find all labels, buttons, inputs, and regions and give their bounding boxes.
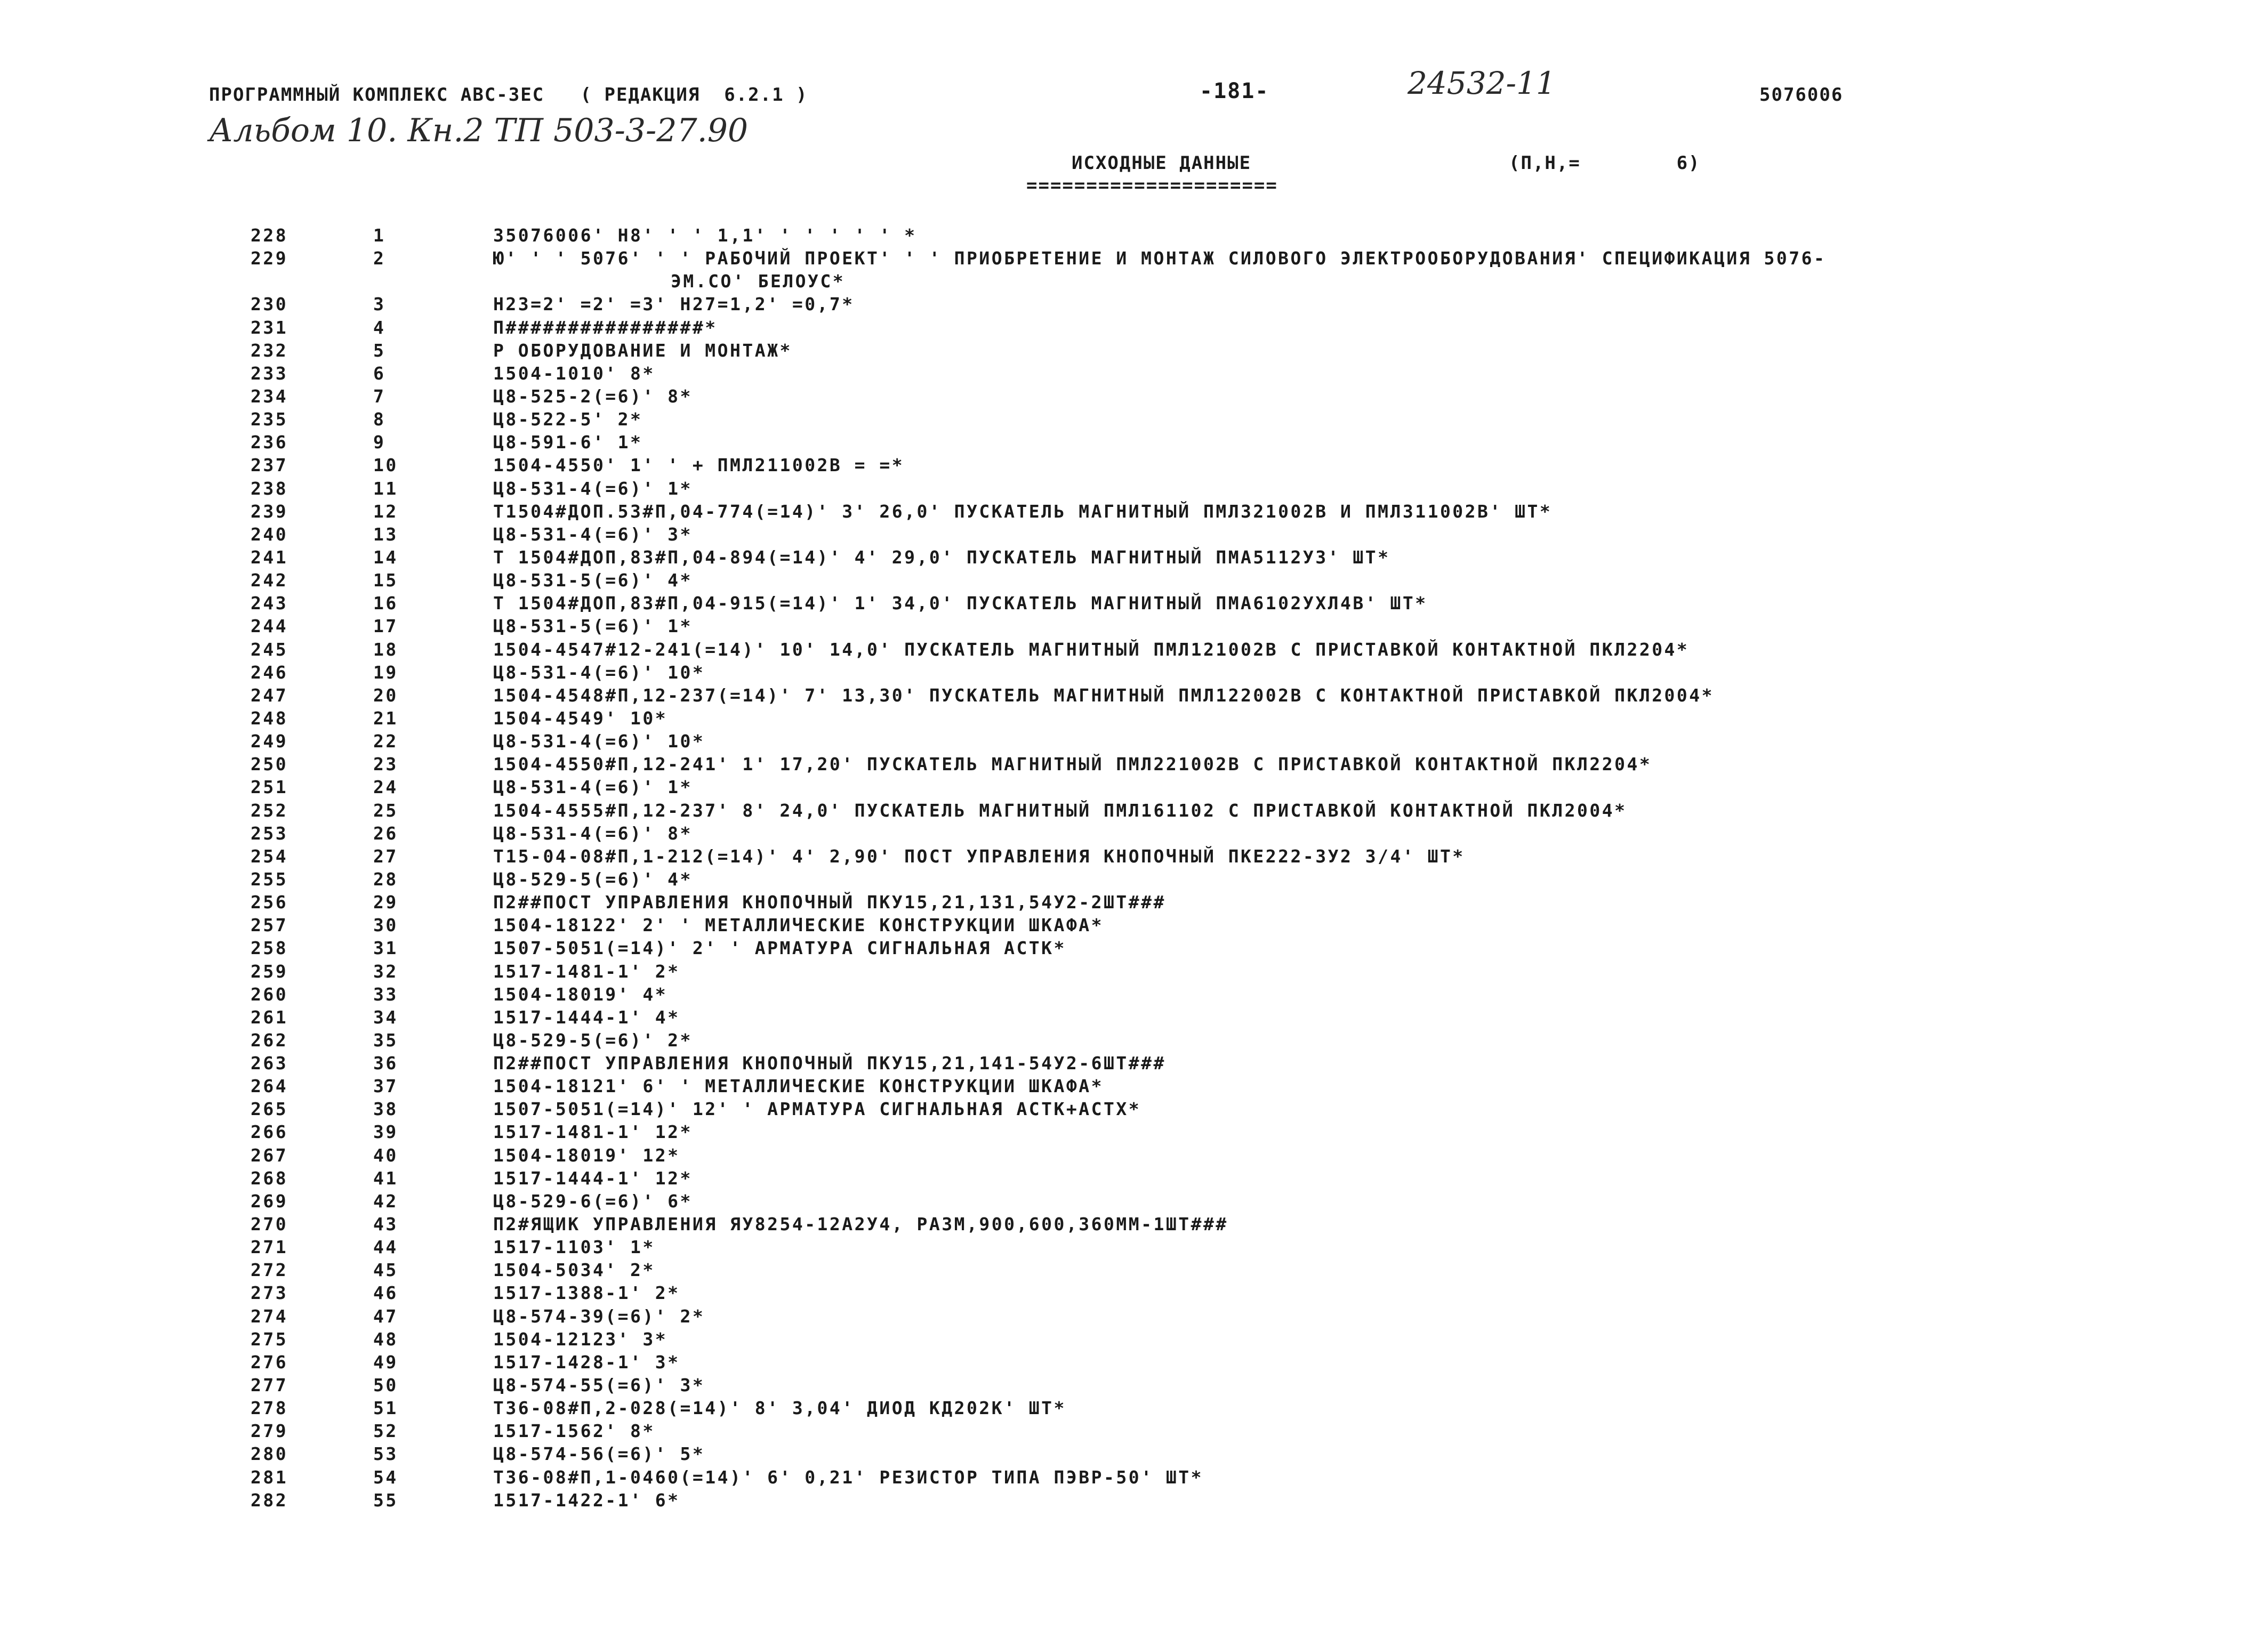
line-number: 260 bbox=[251, 983, 288, 1005]
record-index: 30 bbox=[373, 915, 398, 936]
record-index: 42 bbox=[373, 1190, 398, 1212]
record-text: 1517-1562' 8* bbox=[493, 1421, 655, 1442]
record-index: 25 bbox=[373, 800, 398, 821]
record-text: Ц8-522-5' 2* bbox=[493, 409, 643, 430]
record-text: Ц8-574-55(=6)' 3* bbox=[493, 1375, 705, 1396]
record-index: 48 bbox=[373, 1328, 398, 1350]
line-number: 246 bbox=[251, 661, 288, 683]
record-index: 52 bbox=[373, 1421, 398, 1442]
document-code: 5076006 bbox=[1759, 84, 1844, 106]
line-number: 280 bbox=[251, 1443, 288, 1465]
listing-row bbox=[0, 454, 2268, 477]
line-number: 268 bbox=[251, 1167, 288, 1189]
record-index: 9 bbox=[373, 432, 386, 453]
listing-row bbox=[0, 1213, 2268, 1236]
listing-row bbox=[0, 960, 2268, 983]
line-number: 258 bbox=[251, 938, 288, 959]
record-text: ЭМ.СО' БЕЛОУС* bbox=[671, 271, 846, 292]
listing-row bbox=[0, 1305, 2268, 1328]
record-text: 1517-1422-1' 6* bbox=[493, 1489, 680, 1511]
listing-row bbox=[0, 247, 2268, 270]
record-index: 13 bbox=[373, 523, 398, 545]
record-index: 41 bbox=[373, 1167, 398, 1189]
listing-row bbox=[0, 1258, 2268, 1281]
listing-row bbox=[0, 1190, 2268, 1213]
record-index: 32 bbox=[373, 961, 398, 982]
record-index: 29 bbox=[373, 892, 398, 913]
record-index: 39 bbox=[373, 1121, 398, 1143]
line-number: 244 bbox=[251, 616, 288, 637]
listing-row bbox=[0, 1029, 2268, 1052]
line-number: 274 bbox=[251, 1305, 288, 1327]
record-text: Ц8-574-56(=6)' 5* bbox=[493, 1443, 705, 1465]
record-text: 1504-4547#12-241(=14)' 10' 14,0' ПУСКАТЕЛЬ МАГНИТНЫЙ ПМЛ121002В С ПРИСТАВКОЙ КОНТАКТНОЙ ПКЛ2204* bbox=[493, 639, 1690, 660]
listing-row bbox=[0, 500, 2268, 523]
record-text: 1504-4550' 1' ' + ПМЛ211002В = =* bbox=[493, 455, 905, 476]
line-number: 273 bbox=[251, 1282, 288, 1304]
record-text: 1504-18019' 4* bbox=[493, 983, 668, 1005]
record-index: 19 bbox=[373, 661, 398, 683]
line-number: 243 bbox=[251, 593, 288, 614]
record-text: 1504-4549' 10* bbox=[493, 707, 668, 729]
record-text: Ц8-529-5(=6)' 2* bbox=[493, 1029, 693, 1051]
line-number: 249 bbox=[251, 731, 288, 752]
line-number: 234 bbox=[251, 385, 288, 407]
record-index: 18 bbox=[373, 639, 398, 660]
listing-row bbox=[0, 1489, 2268, 1512]
listing-row bbox=[0, 408, 2268, 431]
line-number: 282 bbox=[251, 1489, 288, 1511]
listing-row bbox=[0, 477, 2268, 500]
record-text: Н23=2' =2' =3' Н27=1,2' =0,7* bbox=[493, 294, 855, 315]
record-index: 47 bbox=[373, 1305, 398, 1327]
record-index: 40 bbox=[373, 1144, 398, 1166]
record-text: Т1504#ДОП.53#П,04-774(=14)' 3' 26,0' ПУСКАТЕЛЬ МАГНИТНЫЙ ПМЛ321002В И ПМЛ311002В' ШТ* bbox=[493, 501, 1553, 522]
record-text: Ц8-529-5(=6)' 4* bbox=[493, 868, 693, 890]
listing-row bbox=[0, 1144, 2268, 1167]
record-index: 22 bbox=[373, 731, 398, 752]
record-index: 36 bbox=[373, 1053, 398, 1074]
line-number: 278 bbox=[251, 1398, 288, 1419]
record-index: 49 bbox=[373, 1351, 398, 1373]
line-number: 272 bbox=[251, 1260, 288, 1281]
record-index: 44 bbox=[373, 1237, 398, 1258]
line-number: 263 bbox=[251, 1053, 288, 1074]
line-number: 262 bbox=[251, 1029, 288, 1051]
listing-row bbox=[0, 339, 2268, 362]
record-index: 34 bbox=[373, 1006, 398, 1028]
listing-row bbox=[0, 1052, 2268, 1075]
listing-row bbox=[0, 316, 2268, 339]
line-number: 267 bbox=[251, 1144, 288, 1166]
listing-row bbox=[0, 1397, 2268, 1419]
listing-row bbox=[0, 592, 2268, 615]
record-text: 1504-4550#П,12-241' 1' 17,20' ПУСКАТЕЛЬ МАГНИТНЫЙ ПМЛ221002В С ПРИСТАВКОЙ КОНТАКТНОЙ ПКЛ2204* bbox=[493, 754, 1652, 775]
line-number: 241 bbox=[251, 546, 288, 568]
record-text: Ц8-531-4(=6)' 10* bbox=[493, 731, 705, 752]
record-text: Т36-08#П,2-028(=14)' 8' 3,04' ДИОД КД202К' ШТ* bbox=[493, 1398, 1066, 1419]
listing-row bbox=[0, 385, 2268, 408]
record-text: Ю' ' ' 5076' ' ' РАБОЧИЙ ПРОЕКТ' ' ' ПРИОБРЕТЕНИЕ И МОНТАЖ СИЛОВОГО ЭЛЕКТРООБОРУДОВАНИЯ' СПЕЦИФИКАЦИЯ 5076- bbox=[493, 248, 1827, 269]
record-index: 43 bbox=[373, 1214, 398, 1235]
title-underline: ===================== bbox=[1026, 175, 1278, 196]
record-index: 21 bbox=[373, 707, 398, 729]
record-index: 12 bbox=[373, 501, 398, 522]
record-index: 31 bbox=[373, 938, 398, 959]
record-index: 11 bbox=[373, 478, 398, 499]
record-text: Р ОБОРУДОВАНИЕ И МОНТАЖ* bbox=[493, 340, 792, 361]
record-index: 27 bbox=[373, 845, 398, 867]
record-index: 20 bbox=[373, 684, 398, 706]
listing-row bbox=[0, 1281, 2268, 1304]
record-index: 51 bbox=[373, 1398, 398, 1419]
record-text: 1504-1010' 8* bbox=[493, 362, 655, 384]
record-text: 35076006' Н8' ' ' 1,1' ' ' ' ' ' * bbox=[493, 225, 917, 246]
listing-row bbox=[0, 431, 2268, 454]
line-number: 269 bbox=[251, 1190, 288, 1212]
listing-row bbox=[0, 753, 2268, 776]
record-text: П2##ПОСТ УПРАВЛЕНИЯ КНОПОЧНЫЙ ПКУ15,21,131,54У2-2ШТ### bbox=[493, 892, 1166, 913]
listing-row bbox=[0, 1167, 2268, 1190]
record-text: 1504-18019' 12* bbox=[493, 1144, 680, 1166]
record-text: П2#ЯЩИК УПРАВЛЕНИЯ ЯУ8254-12А2У4, РАЗМ,900,600,360ММ-1ШТ### bbox=[493, 1214, 1228, 1235]
record-text: 1507-5051(=14)' 12' ' АРМАТУРА СИГНАЛЬНАЯ АСТК+АСТХ* bbox=[493, 1099, 1141, 1120]
record-text: 1517-1444-1' 4* bbox=[493, 1006, 680, 1028]
record-text: 1517-1388-1' 2* bbox=[493, 1282, 680, 1304]
record-index: 2 bbox=[373, 248, 386, 269]
listing-row bbox=[0, 730, 2268, 753]
line-number: 230 bbox=[251, 294, 288, 315]
record-index: 6 bbox=[373, 362, 386, 384]
record-text: 1504-18121' 6' ' МЕТАЛЛИЧЕСКИЕ КОНСТРУКЦИИ ШКАФА* bbox=[493, 1076, 1104, 1097]
line-number: 248 bbox=[251, 707, 288, 729]
record-text: Ц8-591-6' 1* bbox=[493, 432, 643, 453]
line-number: 252 bbox=[251, 800, 288, 821]
line-number: 257 bbox=[251, 915, 288, 936]
listing-row bbox=[0, 293, 2268, 316]
line-number: 250 bbox=[251, 754, 288, 775]
record-text: Т36-08#П,1-0460(=14)' 6' 0,21' РЕЗИСТОР ТИПА ПЭВР-50' ШТ* bbox=[493, 1466, 1203, 1488]
listing-row bbox=[0, 1006, 2268, 1029]
line-number: 228 bbox=[251, 225, 288, 246]
listing-row bbox=[0, 914, 2268, 937]
program-header: ПРОГРАММНЫЙ КОМПЛЕКС АВС-3ЕС ( РЕДАКЦИЯ 6.2.1 ) bbox=[209, 84, 808, 106]
listing-row bbox=[0, 822, 2268, 845]
record-text: 1517-1444-1' 12* bbox=[493, 1167, 693, 1189]
record-text: 1504-4548#П,12-237(=14)' 7' 13,30' ПУСКАТЕЛЬ МАГНИТНЫЙ ПМЛ122002В С КОНТАКТНОЙ ПРИСТАВКОЙ ПКЛ2004* bbox=[493, 684, 1715, 706]
listing-row bbox=[0, 1374, 2268, 1397]
listing-row-continuation bbox=[0, 270, 2268, 293]
line-number: 233 bbox=[251, 362, 288, 384]
record-index: 28 bbox=[373, 868, 398, 890]
listing-row bbox=[0, 983, 2268, 1006]
line-number: 261 bbox=[251, 1006, 288, 1028]
line-number: 229 bbox=[251, 248, 288, 269]
line-number: 275 bbox=[251, 1328, 288, 1350]
record-index: 10 bbox=[373, 455, 398, 476]
line-number: 265 bbox=[251, 1099, 288, 1120]
listing-row bbox=[0, 224, 2268, 247]
handwritten-doc-number: 24532-11 bbox=[1408, 65, 1556, 101]
line-number: 259 bbox=[251, 961, 288, 982]
record-index: 17 bbox=[373, 616, 398, 637]
record-text: Т 1504#ДОП,83#П,04-915(=14)' 1' 34,0' ПУСКАТЕЛЬ МАГНИТНЫЙ ПМА6102УХЛ4В' ШТ* bbox=[493, 593, 1428, 614]
record-text: 1507-5051(=14)' 2' ' АРМАТУРА СИГНАЛЬНАЯ АСТК* bbox=[493, 938, 1066, 959]
parameter-note: (П,Н,= 6) bbox=[1509, 152, 1701, 174]
listing-row bbox=[0, 661, 2268, 684]
listing-row bbox=[0, 845, 2268, 868]
record-index: 45 bbox=[373, 1260, 398, 1281]
record-text: Ц8-531-5(=6)' 1* bbox=[493, 616, 693, 637]
listing-row bbox=[0, 868, 2268, 891]
record-text: Ц8-531-5(=6)' 4* bbox=[493, 570, 693, 591]
record-text: 1504-12123' 3* bbox=[493, 1328, 668, 1350]
line-number: 254 bbox=[251, 845, 288, 867]
record-text: 1517-1481-1' 12* bbox=[493, 1121, 693, 1143]
record-text: П################* bbox=[493, 317, 718, 338]
listing-row bbox=[0, 615, 2268, 638]
line-number: 242 bbox=[251, 570, 288, 591]
record-index: 33 bbox=[373, 983, 398, 1005]
record-index: 53 bbox=[373, 1443, 398, 1465]
listing-row bbox=[0, 1098, 2268, 1120]
record-index: 54 bbox=[373, 1466, 398, 1488]
listing-row bbox=[0, 638, 2268, 661]
listing-row bbox=[0, 1466, 2268, 1489]
line-number: 231 bbox=[251, 317, 288, 338]
listing-row bbox=[0, 776, 2268, 798]
record-index: 35 bbox=[373, 1029, 398, 1051]
listing-row bbox=[0, 546, 2268, 569]
record-text: Т 1504#ДОП,83#П,04-894(=14)' 4' 29,0' ПУСКАТЕЛЬ МАГНИТНЫЙ ПМА5112УЗ' ШТ* bbox=[493, 546, 1390, 568]
record-index: 50 bbox=[373, 1375, 398, 1396]
record-index: 55 bbox=[373, 1489, 398, 1511]
record-text: Ц8-531-4(=6)' 10* bbox=[493, 661, 705, 683]
record-text: П2##ПОСТ УПРАВЛЕНИЯ КНОПОЧНЫЙ ПКУ15,21,141-54У2-6ШТ### bbox=[493, 1053, 1166, 1074]
record-index: 23 bbox=[373, 754, 398, 775]
record-text: 1504-4555#П,12-237' 8' 24,0' ПУСКАТЕЛЬ МАГНИТНЫЙ ПМЛ161102 С ПРИСТАВКОЙ КОНТАКТНОЙ ПКЛ2004* bbox=[493, 800, 1627, 821]
record-text: 1517-1428-1' 3* bbox=[493, 1351, 680, 1373]
section-title: ИСХОДНЫЕ ДАННЫЕ bbox=[1072, 152, 1252, 174]
line-number: 236 bbox=[251, 432, 288, 453]
listing-row bbox=[0, 707, 2268, 730]
line-number: 266 bbox=[251, 1121, 288, 1143]
record-index: 4 bbox=[373, 317, 386, 338]
record-text: Ц8-529-6(=6)' 6* bbox=[493, 1190, 693, 1212]
line-number: 245 bbox=[251, 639, 288, 660]
line-number: 251 bbox=[251, 777, 288, 798]
line-number: 270 bbox=[251, 1214, 288, 1235]
record-text: Т15-04-08#П,1-212(=14)' 4' 2,90' ПОСТ УПРАВЛЕНИЯ КНОПОЧНЫЙ ПКЕ222-3У2 3/4' ШТ* bbox=[493, 845, 1465, 867]
line-number: 239 bbox=[251, 501, 288, 522]
record-text: 1517-1481-1' 2* bbox=[493, 961, 680, 982]
record-text: 1504-5034' 2* bbox=[493, 1260, 655, 1281]
record-index: 7 bbox=[373, 385, 386, 407]
listing-row bbox=[0, 937, 2268, 959]
record-index: 14 bbox=[373, 546, 398, 568]
line-number: 232 bbox=[251, 340, 288, 361]
record-index: 8 bbox=[373, 409, 386, 430]
record-text: Ц8-525-2(=6)' 8* bbox=[493, 385, 693, 407]
line-number: 238 bbox=[251, 478, 288, 499]
listing-row bbox=[0, 569, 2268, 592]
listing-row bbox=[0, 362, 2268, 385]
line-number: 276 bbox=[251, 1351, 288, 1373]
record-text: Ц8-531-4(=6)' 1* bbox=[493, 478, 693, 499]
record-text: 1504-18122' 2' ' МЕТАЛЛИЧЕСКИЕ КОНСТРУКЦИИ ШКАФА* bbox=[493, 915, 1104, 936]
record-text: Ц8-531-4(=6)' 3* bbox=[493, 523, 693, 545]
line-number: 235 bbox=[251, 409, 288, 430]
listing-row bbox=[0, 684, 2268, 707]
record-text: 1517-1103' 1* bbox=[493, 1237, 655, 1258]
listing-row bbox=[0, 1236, 2268, 1258]
data-listing bbox=[0, 224, 2268, 1512]
record-text: Ц8-531-4(=6)' 8* bbox=[493, 822, 693, 844]
record-index: 3 bbox=[373, 294, 386, 315]
record-index: 1 bbox=[373, 225, 386, 246]
page-number: -181- bbox=[1200, 79, 1269, 103]
line-number: 281 bbox=[251, 1466, 288, 1488]
listing-row bbox=[0, 1120, 2268, 1143]
line-number: 256 bbox=[251, 892, 288, 913]
line-number: 279 bbox=[251, 1421, 288, 1442]
record-index: 15 bbox=[373, 570, 398, 591]
line-number: 277 bbox=[251, 1375, 288, 1396]
line-number: 240 bbox=[251, 523, 288, 545]
line-number: 237 bbox=[251, 455, 288, 476]
record-index: 46 bbox=[373, 1282, 398, 1304]
handwritten-album-note: Альбом 10. Кн.2 ТП 503-3-27.90 bbox=[209, 112, 749, 149]
record-index: 24 bbox=[373, 777, 398, 798]
line-number: 247 bbox=[251, 684, 288, 706]
listing-row bbox=[0, 799, 2268, 822]
record-index: 37 bbox=[373, 1076, 398, 1097]
record-text: Ц8-574-39(=6)' 2* bbox=[493, 1305, 705, 1327]
line-number: 253 bbox=[251, 822, 288, 844]
listing-row bbox=[0, 1328, 2268, 1351]
listing-row bbox=[0, 1351, 2268, 1374]
line-number: 255 bbox=[251, 868, 288, 890]
record-index: 5 bbox=[373, 340, 386, 361]
record-text: Ц8-531-4(=6)' 1* bbox=[493, 777, 693, 798]
listing-row bbox=[0, 1075, 2268, 1098]
line-number: 271 bbox=[251, 1237, 288, 1258]
record-index: 38 bbox=[373, 1099, 398, 1120]
listing-row bbox=[0, 891, 2268, 914]
listing-row bbox=[0, 523, 2268, 546]
record-index: 26 bbox=[373, 822, 398, 844]
listing-row bbox=[0, 1419, 2268, 1442]
line-number: 264 bbox=[251, 1076, 288, 1097]
listing-row bbox=[0, 1442, 2268, 1465]
record-index: 16 bbox=[373, 593, 398, 614]
